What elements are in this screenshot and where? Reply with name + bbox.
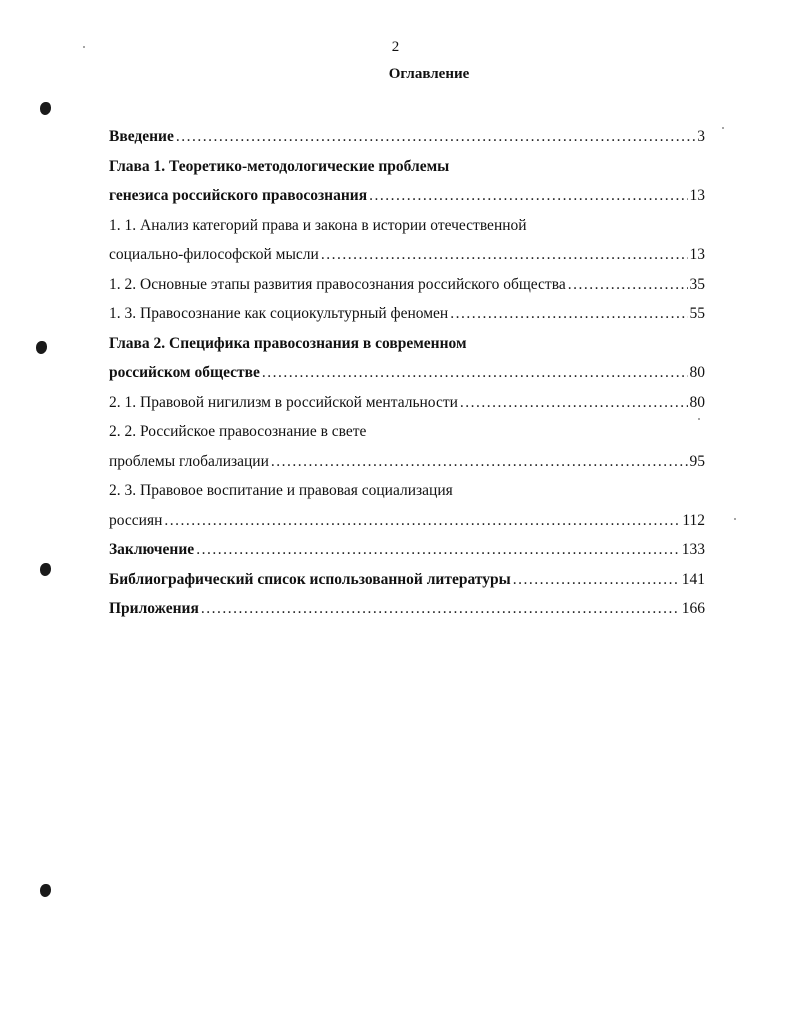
toc-leader-dots: [321, 240, 688, 270]
binder-hole-mark: [40, 563, 51, 576]
toc-entry-title: Приложения: [109, 600, 199, 617]
toc-leader-dots: [176, 122, 695, 152]
toc-entry-title: Заключение: [109, 541, 195, 558]
binder-hole-mark: [40, 102, 51, 115]
toc-leader-dots: [568, 270, 688, 300]
toc-leader-dots: [196, 535, 680, 565]
toc-leader-dots: [164, 506, 680, 536]
toc-leader-dots: [513, 565, 680, 595]
toc-entry-page: 80: [689, 364, 705, 381]
toc-entry: [109, 329, 705, 359]
toc-entry: [109, 299, 705, 329]
toc-entry: [109, 152, 705, 182]
toc-entry-page: 141: [681, 570, 705, 588]
toc-entry: [109, 417, 705, 447]
toc-entry-title: Глава 1. Теоретико-методологические проблемы: [109, 157, 450, 175]
toc-leader-dots: [369, 181, 687, 211]
toc-entry-page: 3: [697, 128, 705, 145]
toc-entry-page: 13: [689, 187, 705, 204]
scan-speck: [83, 46, 85, 48]
toc-entry: [109, 211, 705, 241]
toc-entry-title: 2. 3. Правовое воспитание и правовая социализация: [109, 482, 453, 499]
toc-entry: [109, 270, 705, 300]
toc-entry-title: 1. 2. Основные этапы развития правосознания российского общества: [109, 275, 566, 293]
toc-entry: [109, 447, 705, 477]
page-title: Оглавление: [388, 66, 470, 82]
scan-speck: [698, 418, 700, 420]
toc-leader-dots: [271, 447, 688, 477]
toc-entry-title: генезиса российского правосознания: [109, 187, 368, 204]
page-number: 2: [391, 39, 400, 55]
toc-entry: [109, 388, 705, 418]
toc-entry-page: 112: [682, 511, 705, 529]
toc-entry-title: Введение: [109, 128, 174, 145]
toc-entry: [109, 476, 705, 506]
toc-entry-title: 2. 2. Российское правосознание в свете: [109, 423, 367, 440]
toc-entry: [109, 594, 705, 624]
toc-leader-dots: [450, 299, 687, 329]
scan-speck: [734, 518, 736, 520]
toc-entry-page: 13: [689, 246, 705, 263]
toc-leader-dots: [460, 388, 688, 418]
scan-speck: [722, 127, 724, 129]
toc-entry-title: 2. 1. Правовой нигилизм в российской ментальности: [109, 393, 458, 411]
toc-leader-dots: [262, 358, 688, 388]
binder-hole-mark: [40, 884, 51, 897]
toc-entry: [109, 358, 705, 388]
toc-entry-title: 1. 3. Правосознание как социокультурный феномен: [109, 305, 449, 322]
toc-entry-title: 1. 1. Анализ категорий права и закона в истории отечественной: [109, 216, 527, 234]
toc-entry: [109, 240, 705, 270]
toc-entry: [109, 565, 705, 595]
table-of-contents: [109, 122, 705, 624]
toc-leader-dots: [201, 594, 680, 624]
toc-entry-page: 55: [689, 305, 705, 322]
toc-entry: [109, 181, 705, 211]
toc-entry-title: социально-философской мысли: [109, 246, 319, 263]
toc-entry-title: Библиографический список использованной литературы: [109, 570, 511, 588]
toc-entry: [109, 122, 705, 152]
toc-entry: [109, 535, 705, 565]
toc-entry-title: Глава 2. Специфика правосознания в современном: [109, 334, 467, 352]
toc-entry-page: 166: [681, 600, 705, 617]
toc-entry-title: россиян: [109, 511, 163, 529]
toc-entry-title: проблемы глобализации: [109, 452, 269, 470]
toc-entry-page: 35: [689, 275, 705, 293]
toc-entry: [109, 506, 705, 536]
binder-hole-mark: [36, 341, 47, 354]
toc-entry-title: российском обществе: [109, 364, 260, 381]
toc-entry-page: 80: [689, 393, 705, 411]
toc-entry-page: 133: [681, 541, 705, 558]
toc-entry-page: 95: [689, 452, 705, 470]
